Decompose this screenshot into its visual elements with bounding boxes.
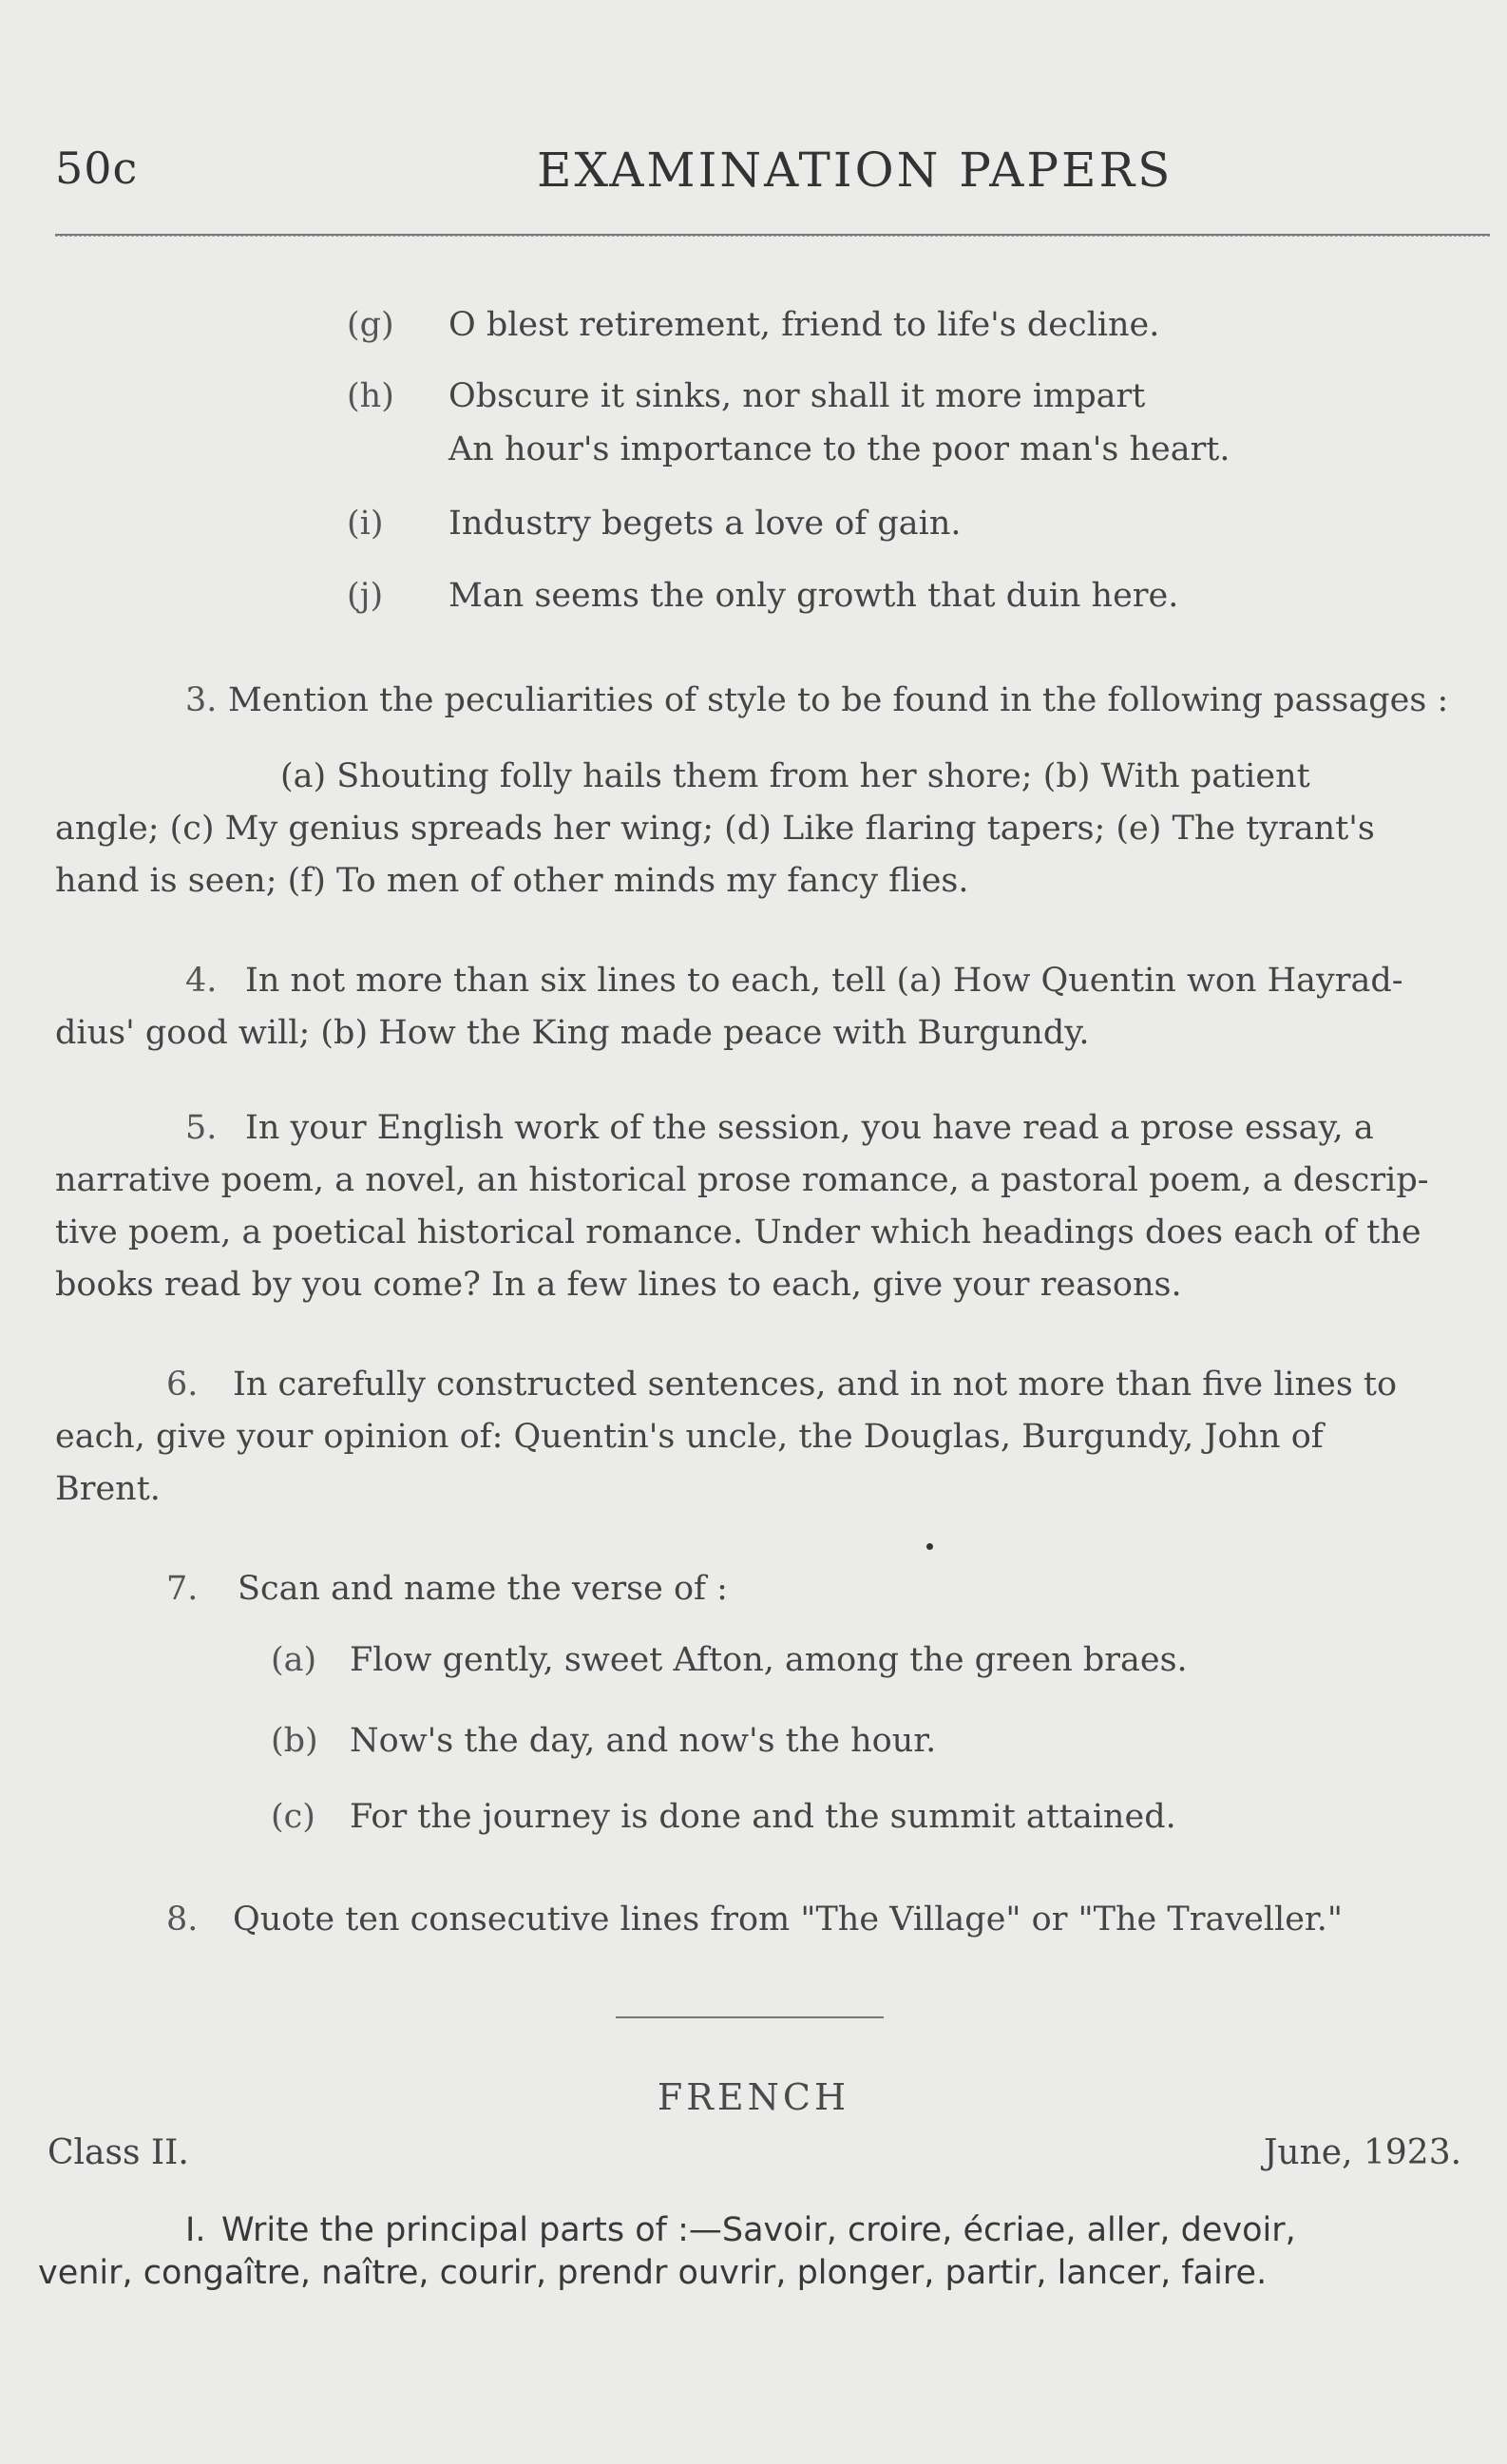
section-title-french: FRENCH xyxy=(657,2076,850,2118)
french-q1-line2: venir, congaître, naître, courir, prendr ouvrir, plonger, partir, lancer, faire. xyxy=(38,2254,1268,2292)
q7-c-text: For the journey is done and the summit attained. xyxy=(350,1798,1176,1836)
q5-number: 5. xyxy=(185,1109,218,1147)
item-h-text-line2: An hour's importance to the poor man's heart. xyxy=(448,430,1230,468)
class-label: Class II. xyxy=(48,2133,189,2172)
q4-number: 4. xyxy=(185,962,218,1000)
french-q1-number: I. xyxy=(185,2211,206,2249)
item-h-label: (h) xyxy=(347,377,394,415)
q7-c-label: (c) xyxy=(271,1798,315,1836)
q5-line2: narrative poem, a novel, an historical prose romance, a pastoral poem, a descrip- xyxy=(55,1161,1429,1199)
q3-line2: (a) Shouting folly hails them from her shore; (b) With patient xyxy=(280,757,1310,795)
q7-b-text: Now's the day, and now's the hour. xyxy=(350,1722,937,1760)
header-divider xyxy=(55,234,1490,237)
q6-line3: Brent. xyxy=(55,1470,161,1508)
page-title: EXAMINATION PAPERS xyxy=(537,143,1173,198)
q3-line4: hand is seen; (f) To men of other minds my fancy flies. xyxy=(55,862,969,900)
q5-line4: books read by you come? In a few lines to each, give your reasons. xyxy=(55,1266,1182,1304)
item-i-text: Industry begets a love of gain. xyxy=(448,505,962,543)
q8-text: Quote ten consecutive lines from "The Village" or "The Traveller." xyxy=(233,1901,1344,1939)
q3-number: 3. xyxy=(185,681,218,719)
item-j-label: (j) xyxy=(347,577,384,615)
q5-line3: tive poem, a poetical historical romance. Under which headings does each of the xyxy=(55,1213,1421,1251)
q7-a-label: (a) xyxy=(271,1641,317,1679)
french-q1-line1: Write the principal parts of :—Savoir, croire, écriae, aller, devoir, xyxy=(221,2211,1296,2249)
q6-line1: In carefully constructed sentences, and in not more than five lines to xyxy=(233,1366,1398,1404)
item-g-label: (g) xyxy=(347,306,394,344)
section-divider xyxy=(616,2016,884,2018)
item-h-text-line1: Obscure it sinks, nor shall it more impart xyxy=(448,377,1146,415)
stray-dot xyxy=(926,1543,933,1550)
item-g-text: O blest retirement, friend to life's decline. xyxy=(448,306,1160,344)
page-number: 50c xyxy=(55,143,139,194)
q3-line1: Mention the peculiarities of style to be found in the following passages : xyxy=(228,681,1449,719)
q7-intro: Scan and name the verse of : xyxy=(238,1570,728,1608)
q6-line2: each, give your opinion of: Quentin's uncle, the Douglas, Burgundy, John of xyxy=(55,1418,1324,1456)
q7-a-text: Flow gently, sweet Afton, among the green braes. xyxy=(350,1641,1188,1679)
exam-date: June, 1923. xyxy=(1264,2133,1462,2172)
q6-number: 6. xyxy=(166,1366,199,1404)
q7-number: 7. xyxy=(166,1570,199,1608)
q4-line2: dius' good will; (b) How the King made peace with Burgundy. xyxy=(55,1014,1090,1052)
item-j-text: Man seems the only growth that duin here. xyxy=(448,577,1179,615)
q4-line1: In not more than six lines to each, tell (a) How Quentin won Hayrad- xyxy=(245,962,1403,1000)
q3-line3: angle; (c) My genius spreads her wing; (d) Like flaring tapers; (e) The tyrant's xyxy=(55,810,1375,848)
q8-number: 8. xyxy=(166,1901,199,1939)
q7-b-label: (b) xyxy=(271,1722,318,1760)
item-i-label: (i) xyxy=(347,505,384,543)
q5-line1: In your English work of the session, you have read a prose essay, a xyxy=(245,1109,1374,1147)
